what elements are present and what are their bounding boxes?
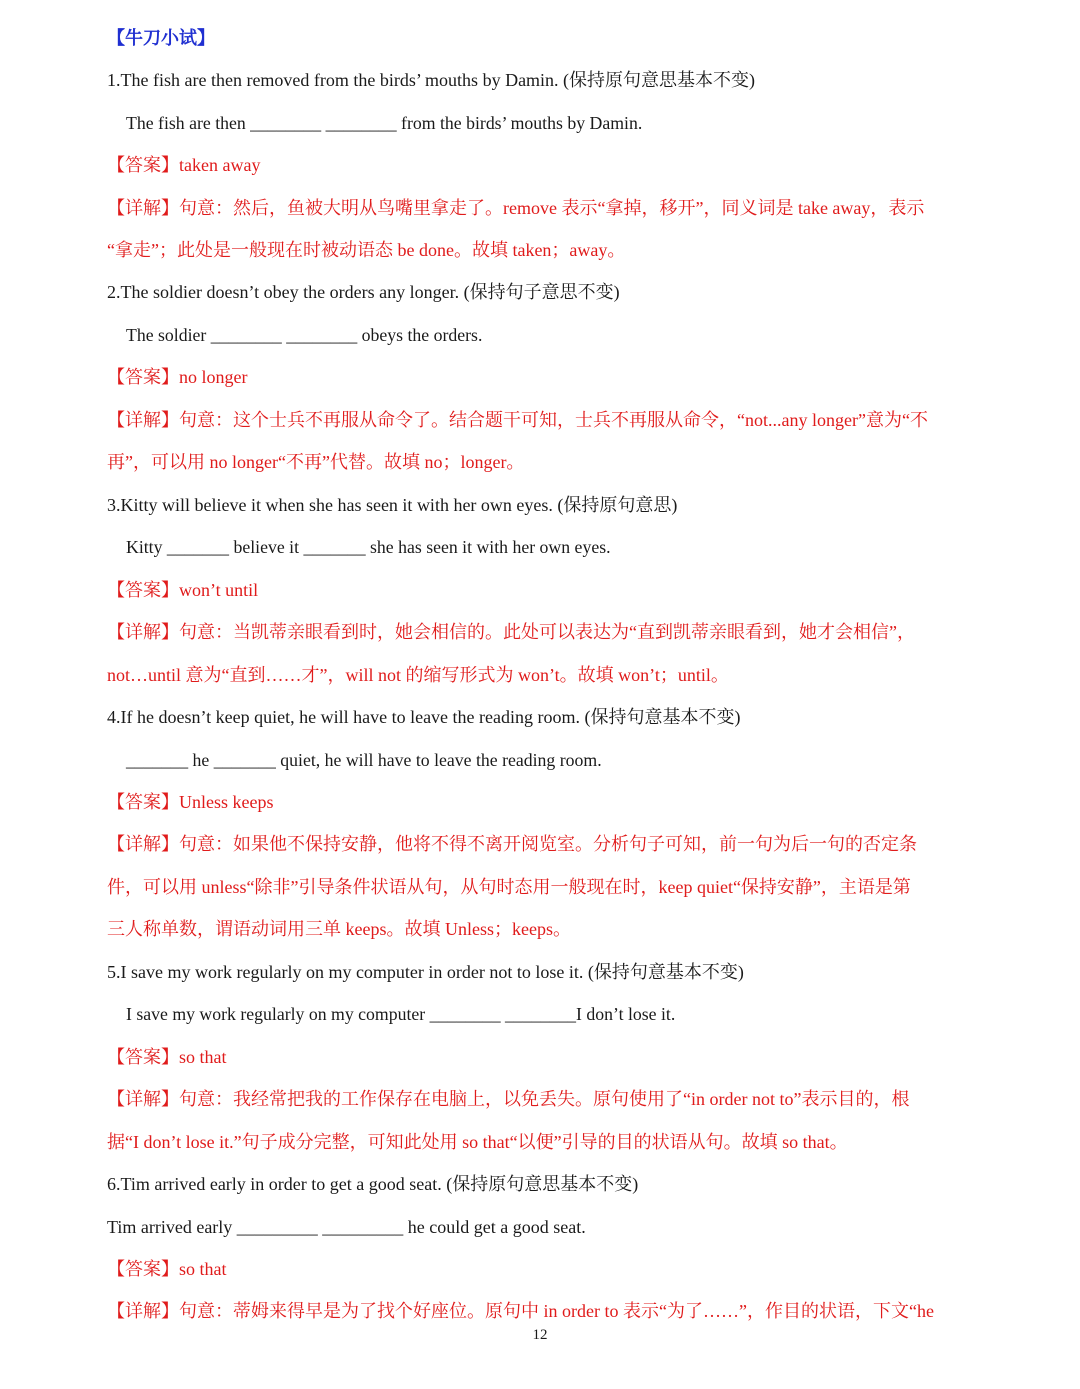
sentence-5: I save my work regularly on my computer ________ ________I don’t lose it. [126, 1004, 676, 1024]
explanation-4-line-1: 【详解】句意：如果他不保持安静，他将不得不离开阅览室。分析句子可知，前一句为后一句的否定条 [107, 834, 917, 854]
question-6: 6.Tim arrived early in order to get a good seat. (保持原句意思基本不变) [107, 1174, 639, 1194]
question-1: 1.The fish are then removed from the birds’ mouths by Damin. (保持原句意思基本不变) [107, 70, 756, 90]
section-title: 【牛刀小试】 [107, 28, 215, 48]
explanation-2-line-2: 再”，可以用 no longer“不再”代替。故填 no；longer。 [107, 452, 525, 472]
explanation-4-line-2: 件，可以用 unless“除非”引导条件状语从句，从句时态用一般现在时，keep quiet“保持安静”，主语是第 [107, 877, 911, 897]
question-4: 4.If he doesn’t keep quiet, he will have to leave the reading room. (保持句意基本不变) [107, 707, 741, 727]
explanation-4-line-3: 三人称单数，谓语动词用三单 keeps。故填 Unless；keeps。 [107, 919, 571, 939]
sentence-3: Kitty _______ believe it _______ she has seen it with her own eyes. [126, 537, 611, 557]
explanation-6-line-1: 【详解】句意：蒂姆来得早是为了找个好座位。原句中 in order to 表示“为了……”，作目的状语，下文“he [107, 1301, 934, 1321]
explanation-5-line-1: 【详解】句意：我经常把我的工作保存在电脑上，以免丢失。原句使用了“in order not to”表示目的，根 [107, 1089, 910, 1109]
sentence-4: _______ he _______ quiet, he will have to leave the reading room. [126, 750, 602, 770]
explanation-1-line-2: “拿走”；此处是一般现在时被动语态 be done。故填 taken；away。 [107, 240, 626, 260]
answer-1: 【答案】taken away [107, 155, 261, 175]
answer-6: 【答案】so that [107, 1259, 227, 1279]
explanation-3-line-1: 【详解】句意：当凯蒂亲眼看到时，她会相信的。此处可以表达为“直到凯蒂亲眼看到，她才会相信”， [107, 622, 915, 642]
explanation-3-line-2: not…until 意为“直到……才”，will not 的缩写形式为 won’t。故填 won’t；until。 [107, 665, 729, 685]
answer-4: 【答案】Unless keeps [107, 792, 274, 812]
answer-3: 【答案】won’t until [107, 580, 259, 600]
answer-2: 【答案】no longer [107, 367, 248, 387]
answer-5: 【答案】so that [107, 1047, 227, 1067]
sentence-6: Tim arrived early _________ _________ he could get a good seat. [107, 1217, 586, 1237]
question-3: 3.Kitty will believe it when she has seen it with her own eyes. (保持原句意思) [107, 495, 678, 515]
explanation-2-line-1: 【详解】句意：这个士兵不再服从命令了。结合题干可知，士兵不再服从命令，“not...any longer”意为“不 [107, 410, 928, 430]
sentence-1: The fish are then ________ ________ from the birds’ mouths by Damin. [126, 113, 643, 133]
question-5: 5.I save my work regularly on my computer in order not to lose it. (保持句意基本不变) [107, 962, 744, 982]
sentence-2: The soldier ________ ________ obeys the orders. [126, 325, 483, 345]
question-2: 2.The soldier doesn’t obey the orders any longer. (保持句子意思不变) [107, 282, 620, 302]
explanation-5-line-2: 据“I don’t lose it.”句子成分完整，可知此处用 so that“以便”引导的目的状语从句。故填 so that。 [107, 1132, 848, 1152]
explanation-1-line-1: 【详解】句意：然后，鱼被大明从鸟嘴里拿走了。remove 表示“拿掉，移开”，同义词是 take away，表示 [107, 198, 925, 218]
page-number: 12 [532, 1327, 548, 1343]
